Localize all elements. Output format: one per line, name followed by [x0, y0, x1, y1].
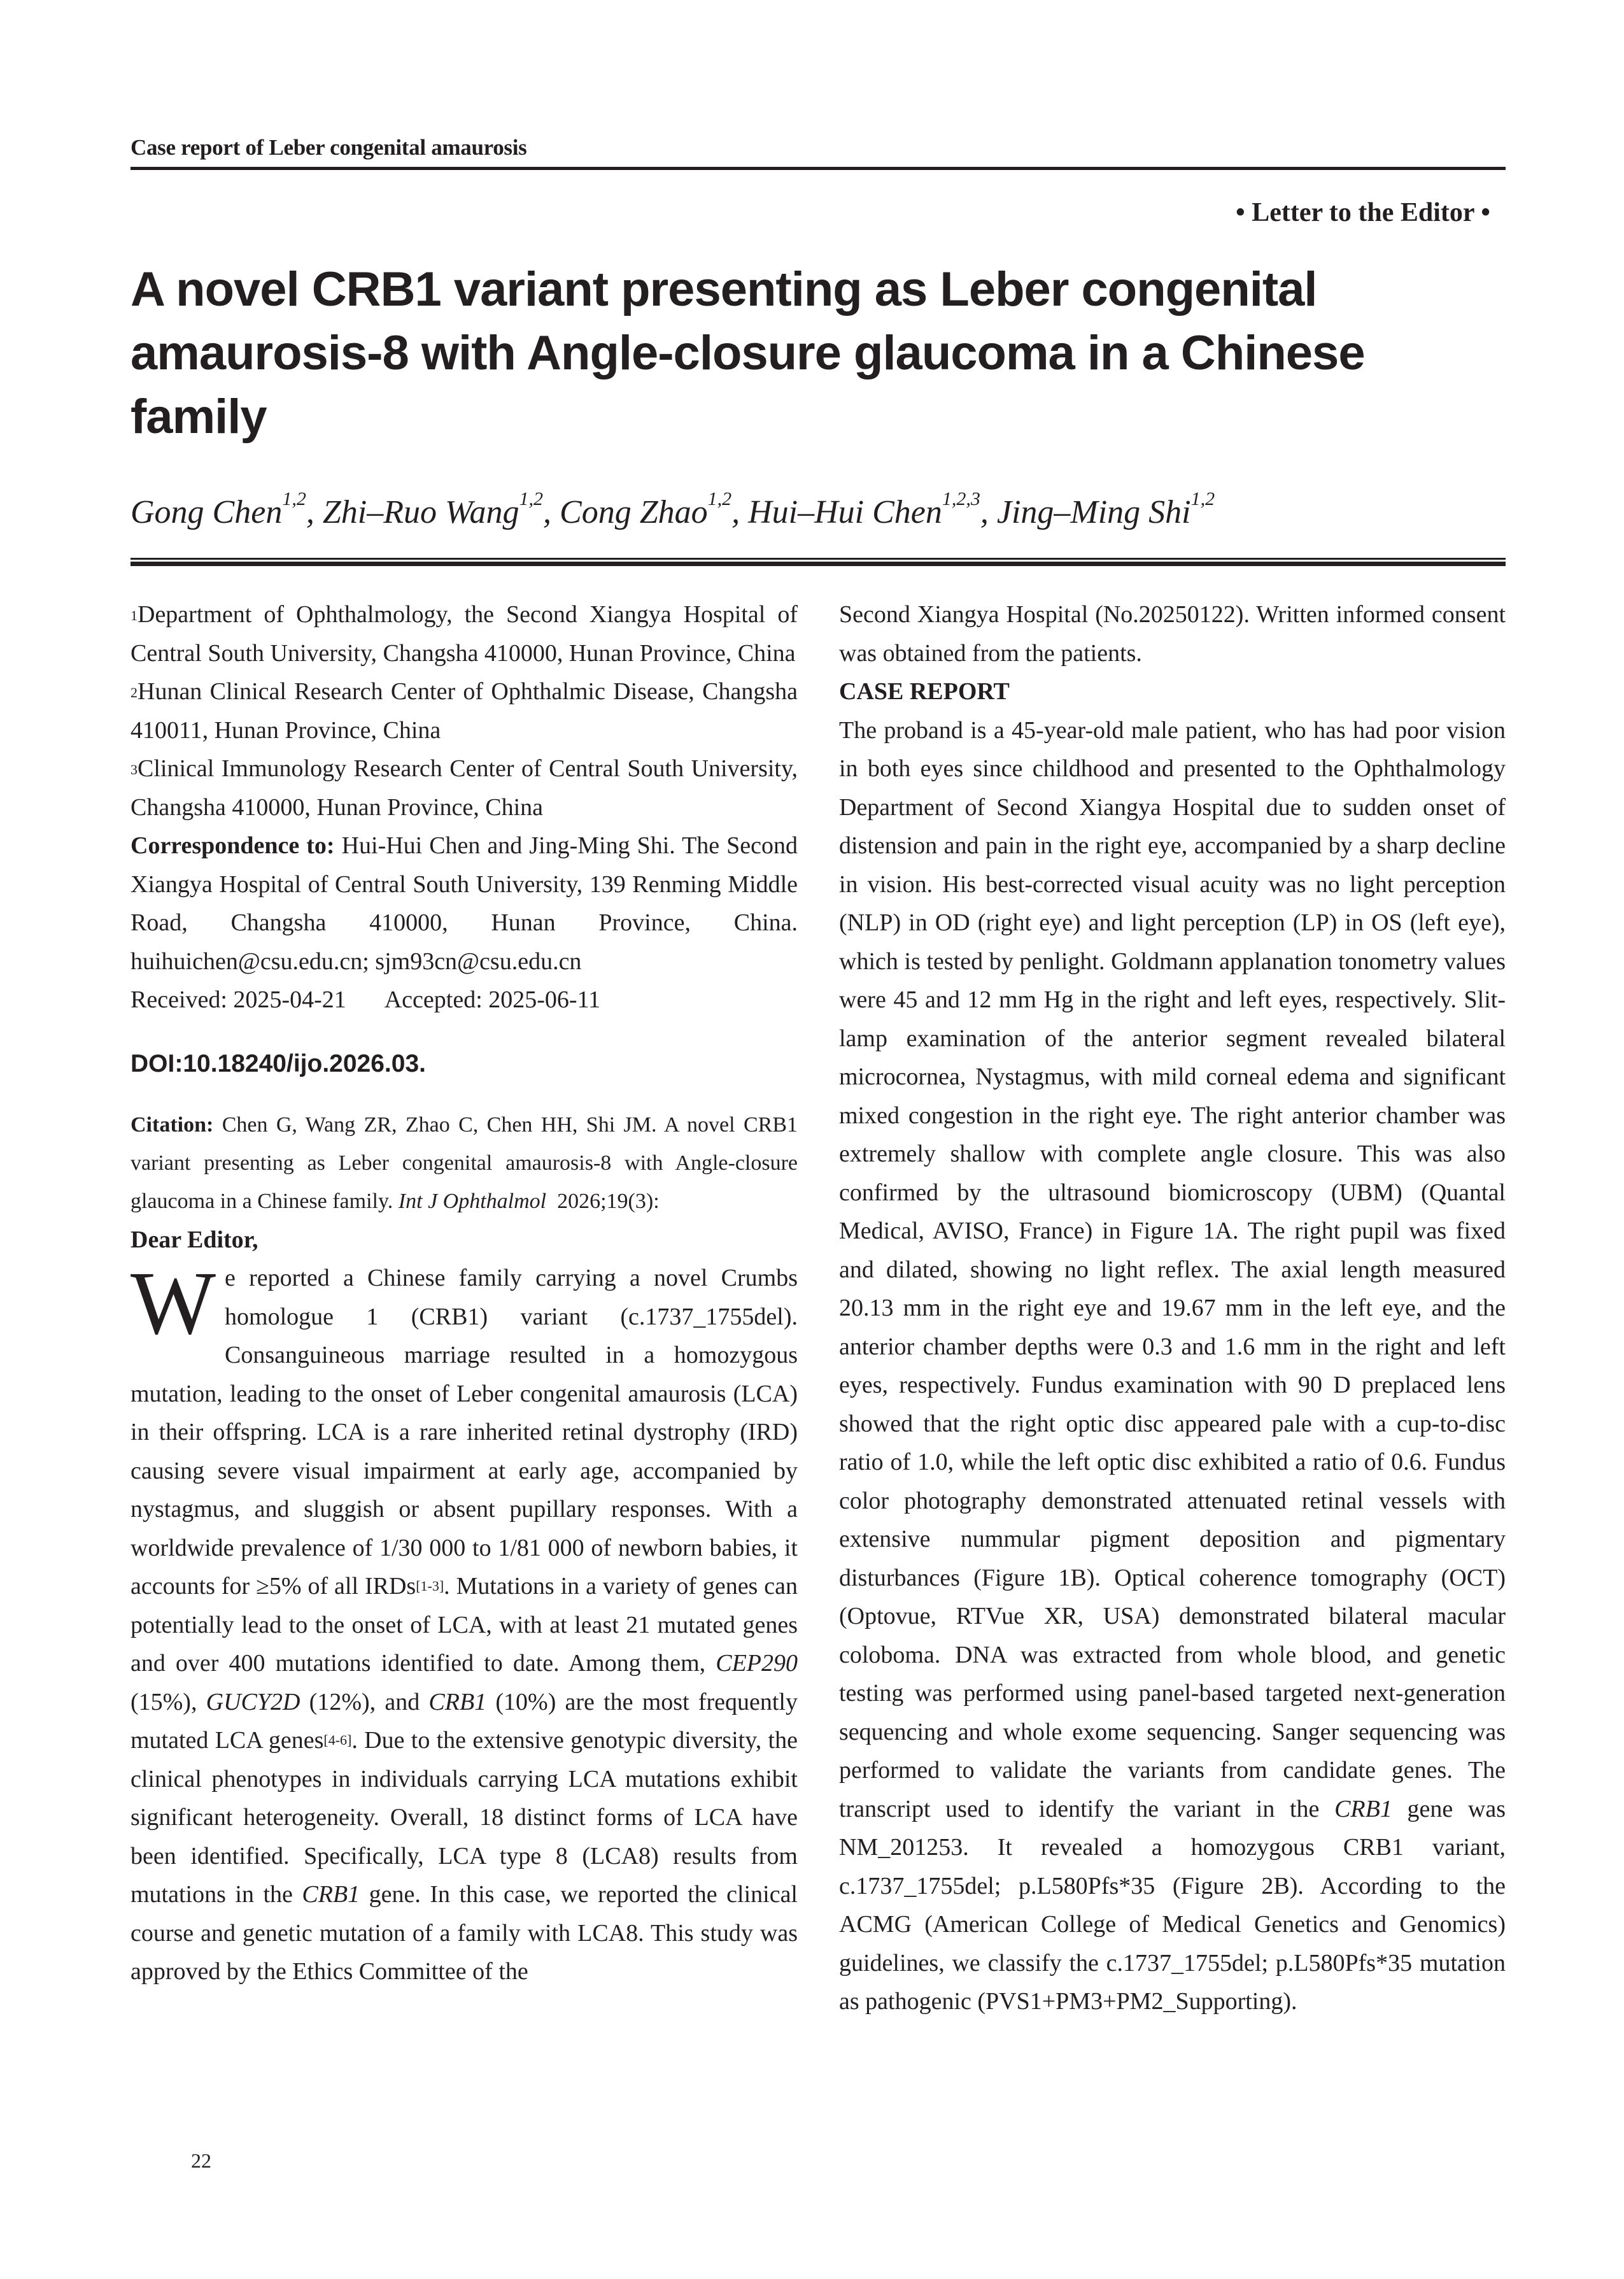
affiliation [131, 672, 798, 749]
author-affiliation-marker: 1,2 [707, 488, 732, 509]
intro-text: (10%) are the most frequently mutated LCA genes [131, 1688, 798, 1754]
article-title: A novel CRB1 variant presenting as Leber congenital amaurosis-8 with Angle-closure glaucoma in a Chinese family [131, 262, 1365, 444]
author-name: Hui–Hui Chen [748, 494, 942, 530]
citation-label: Citation: [131, 1112, 214, 1137]
title-rule-thick [131, 562, 1506, 566]
author-name: Cong Zhao [560, 494, 708, 530]
affiliation [131, 595, 798, 672]
affiliation-text: Department of Ophthalmology, the Second Xiangya Hospital of Central South University, Changsha 410000, Hunan Province, China [131, 601, 798, 667]
case-report-text: The proband is a 45-year-old male patient, who has had poor vision in both eyes since childhood and presented to the Ophthalmology Department of Second Xiangya Hospital due to sudden onset of distension and pain in the right eye, accompanied by a sharp decline in vision. His best-corrected visual acuity was no light perception (NLP) in OD (right eye) and light perception (LP) in OS (left eye), which is tested by penlight. Goldmann applanation tonometry values were 45 and 12 mm Hg in the right and left eyes, respectively. Slit-lamp examination of the anterior segment revealed bilateral microcornea, Nystagmus, with mild corneal edema and significant mixed congestion in the right eye. The right anterior chamber was extremely shallow with complete angle closure. This was also confirmed by the ultrasound biomicroscopy (UBM) (Quantal Medical, AVISO, France) in Figure 1A. The right pupil was fixed and dilated, showing no light reflex. The axial length measured 20.13 mm in the right eye and 19.67 mm in the left eye, and the anterior chamber depths were 0.3 and 1.6 mm in the right and left eyes, respectively. Fundus examination with 90 D preplaced lens showed that the right optic disc appeared pale with a cup-to-disc ratio of 1.0, while the left optic disc exhibited a ratio of 0.6. Fundus color photography demonstrated attenuated retinal vessels with extensive nummular pigment deposition and pigmentary disturbances (Figure 1B). Optical coherence tomography (OCT) (Optovue, RTVue XR, USA) demonstrated bilateral macular coloboma. DNA was extracted from whole blood, and genetic testing was performed using panel-based targeted next-generation sequencing and whole exome sequencing. Sanger sequencing was performed to validate the variants from candidate genes. The transcript used to identify the variant in the [839, 716, 1506, 1822]
case-report-paragraph [839, 711, 1506, 2021]
reference-marker: [1-3] [416, 1578, 444, 1594]
gene-name: CRB1 [428, 1688, 487, 1715]
citation-text: Chen G, Wang ZR, Zhao C, Chen HH, Shi JM. A novel CRB1 variant presenting as Leber congenital amaurosis-8 with Angle-closure glaucoma in a Chinese family. [131, 1112, 798, 1213]
right-column [839, 595, 1506, 2021]
correspondence-label: Correspondence to: [131, 832, 335, 859]
correspondence-text: Hui-Hui Chen and Jing-Ming Shi. The Second Xiangya Hospital of Central South University, 139 Renming Middle Road, Changsha 410000, Hunan Province, China. huihuichen@csu.edu.cn; sjm93cn@csu.edu.cn [131, 832, 798, 975]
author-name: Jing–Ming Shi [996, 494, 1191, 530]
author-affiliation-marker: 1,2 [1190, 488, 1215, 509]
affiliation [131, 749, 798, 827]
intro-text: (12%), and [300, 1688, 429, 1715]
header-rule [131, 167, 1506, 170]
page-number: 22 [191, 2149, 211, 2172]
citation-volume: 2026;19(3): [546, 1189, 660, 1213]
affiliation-text: Hunan Clinical Research Center of Ophthalmic Disease, Changsha 410011, Hunan Province, China [131, 678, 798, 744]
salutation: Dear Editor, [131, 1226, 258, 1253]
case-report-text: gene was NM_201253. It revealed a homozygous CRB1 variant, c.1737_1755del; p.L580Pfs*35 (Figure 2B). According to the ACMG (American College of Medical Genetics and Genomics) guidelines, we classify the c.1737_1755del; p.L580Pfs*35 mutation as pathogenic (PVS1+PM3+PM2_Supporting). [839, 1795, 1506, 2015]
reference-marker: [4-6] [323, 1732, 352, 1748]
affiliation-number: 3 [131, 762, 138, 777]
title-rule-thin [131, 558, 1506, 560]
intro-text: . Mutations in a variety of genes can potentially lead to the onset of LCA, with at least 21 mutated genes and over 400 mutations identified to date. Among them, [131, 1573, 798, 1677]
left-column [131, 595, 798, 1991]
intro-paragraph-continued: Second Xiangya Hospital (No.20250122). Written informed consent was obtained from the patients. [839, 601, 1506, 667]
gene-name: CRB1 [302, 1881, 360, 1908]
section-heading-case-report: CASE REPORT [839, 678, 1010, 705]
gene-name: GUCY2D [206, 1688, 300, 1715]
author-name: Gong Chen [131, 494, 283, 530]
doi: DOI:10.18240/ijo.2026.03. [131, 1049, 426, 1077]
running-head: Case report of Leber congenital amaurosis [131, 135, 527, 160]
affiliation-text: Clinical Immunology Research Center of Central South University, Changsha 410000, Hunan Province, China [131, 755, 798, 821]
author-affiliation-marker: 1,2,3 [942, 488, 980, 509]
accepted-date: Accepted: 2025-06-11 [384, 986, 601, 1013]
intro-text: (15%), [131, 1688, 206, 1715]
citation [131, 1106, 798, 1221]
drop-cap: W [131, 1253, 216, 1353]
intro-text-continued: gene. In this case, we reported the clinical course and genetic mutation of a family with LCA8. This study was approved by the Ethics Committee of the [131, 1881, 798, 1985]
author-affiliation-marker: 1,2 [519, 488, 544, 509]
author-affiliation-marker: 1,2 [282, 488, 306, 509]
section-tag: • Letter to the Editor • [1236, 198, 1490, 227]
received-date: Received: 2025-04-21 [131, 986, 346, 1013]
affiliation-number: 1 [131, 607, 138, 623]
author-name: Zhi–Ruo Wang [322, 494, 519, 530]
correspondence [131, 827, 798, 981]
affiliation-number: 2 [131, 685, 138, 700]
intro-text: e reported a Chinese family carrying a novel Crumbs homologue 1 (CRB1) variant (c.1737_1755del). Consanguineous marriage resulted in a homozygous mutation, leading to the onset of Leber congenital amaurosis (LCA) in their offspring. LCA is a rare inherited retinal dystrophy (IRD) causing severe visual impairment at early age, accompanied by nystagmus, and sluggish or absent pupillary responses. With a worldwide prevalence of 1/30 000 to 1/81 000 of newborn babies, it accounts for ≥5% of all IRDs [131, 1265, 798, 1600]
citation-journal: Int J Ophthalmol [398, 1189, 547, 1213]
gene-name: CEP290 [716, 1650, 798, 1677]
gene-name: CRB1 [1334, 1795, 1392, 1822]
intro-text: . Due to the extensive genotypic diversity, the clinical phenotypes in individuals carrying LCA mutations exhibit significant heterogeneity. Overall, 18 distinct forms of LCA have been identified. Specifically, LCA type 8 (LCA8) results from mutations in the [131, 1727, 798, 1908]
author-list: Gong Chen$^{1,2}$, Zhi–Ruo Wang$^{1,2}$, Cong Zhao$^{1,2}$, Hui–Hui Chen$^{1,2,3}$, Jing–Ming Shi$^{1,2}$ [131, 488, 1215, 530]
intro-paragraph [131, 1253, 798, 1991]
dates [131, 981, 798, 1019]
